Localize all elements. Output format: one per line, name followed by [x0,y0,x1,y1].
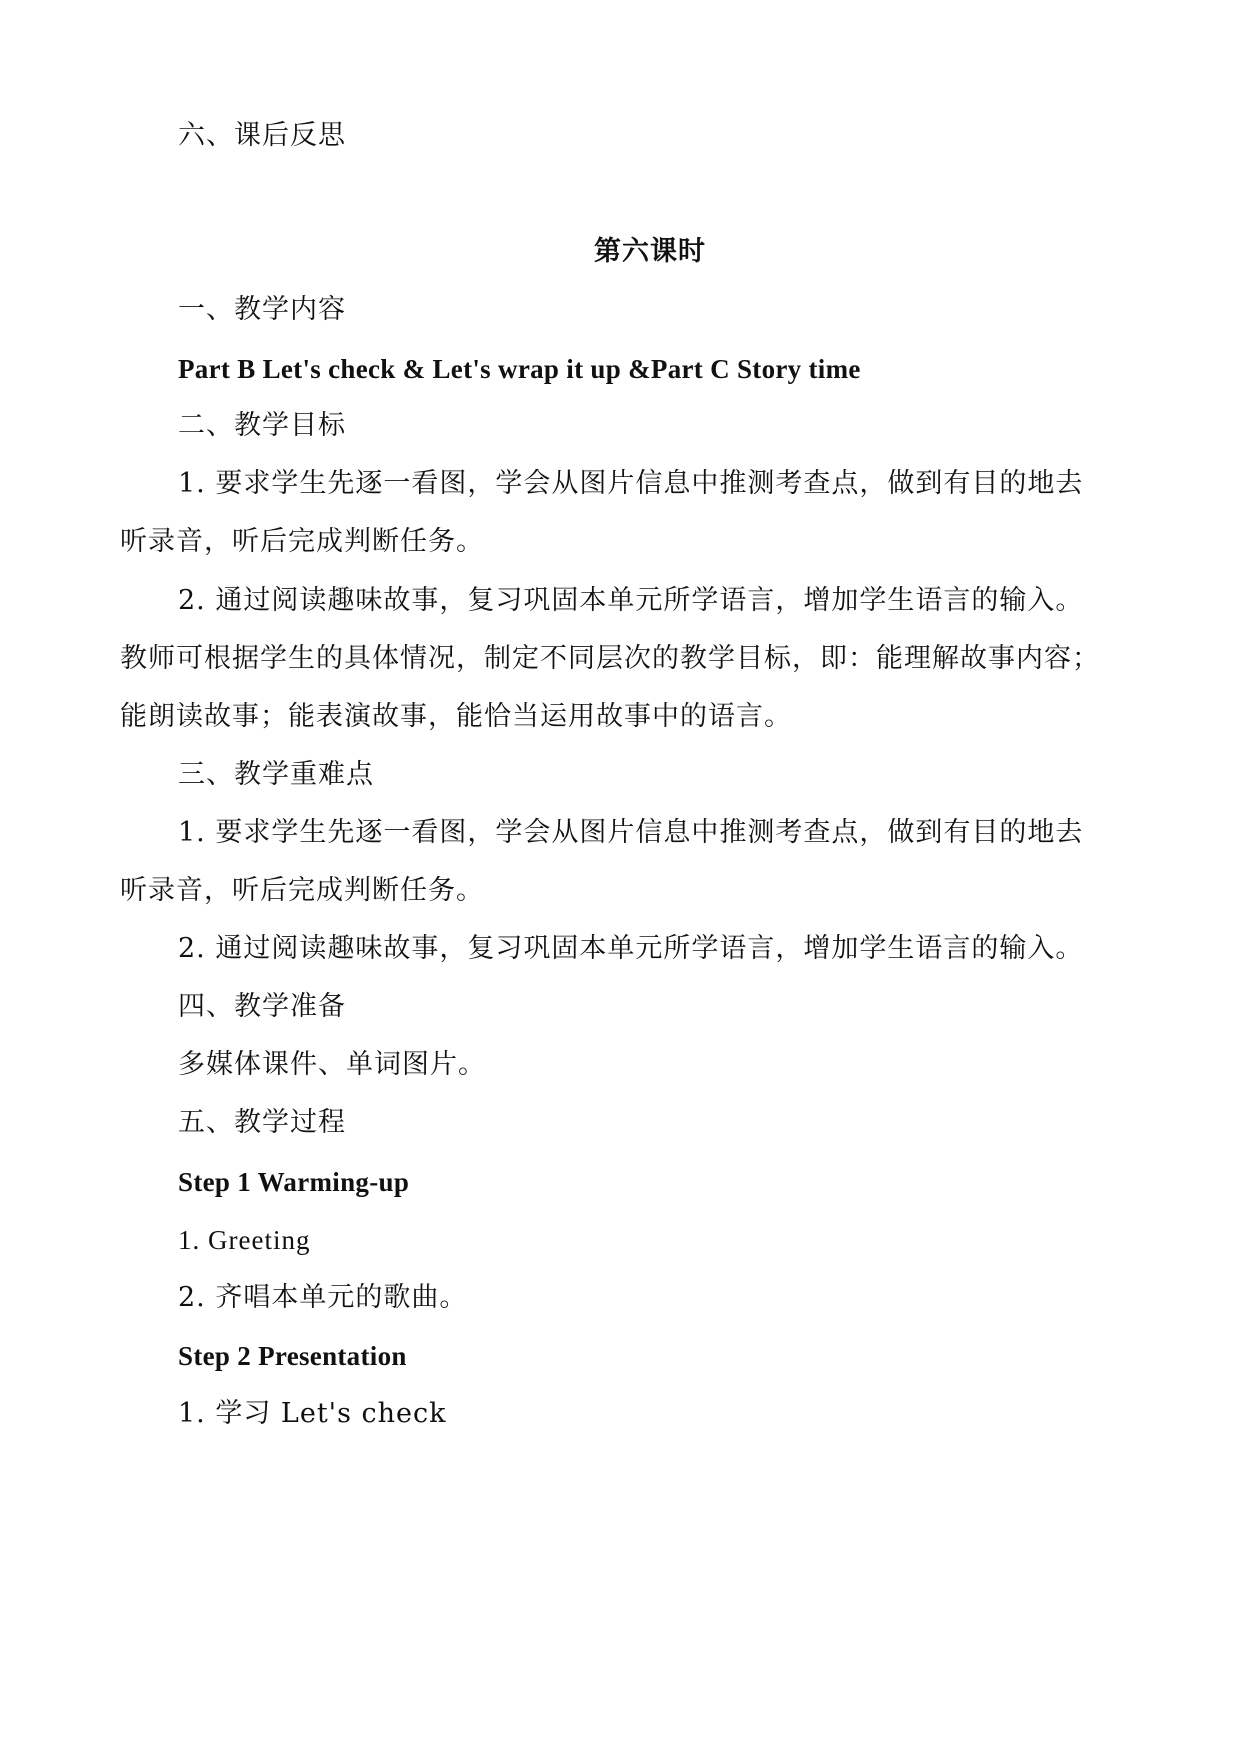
prep-text: 多媒体课件、单词图片。 [178,1049,486,1080]
prep-heading: 四、教学准备 [178,991,346,1022]
key-2-line-1: 2. 通过阅读趣味故事，复习巩固本单元所学语言，增加学生语言的输入。 [178,933,1084,964]
goal-2-line-2: 教师可根据学生的具体情况，制定不同层次的教学目标，即：能理解故事内容； [120,643,1100,674]
content-text: Part B Let's check & Let's wrap it up &Part C Story time [178,354,861,384]
content-heading: 一、教学内容 [178,294,346,325]
step-1-item-2: 2. 齐唱本单元的歌曲。 [178,1282,468,1313]
goal-2-line-1: 2. 通过阅读趣味故事，复习巩固本单元所学语言，增加学生语言的输入。 [178,585,1084,616]
process-heading: 五、教学过程 [178,1107,346,1138]
reflection-heading: 六、课后反思 [178,120,346,151]
goal-1-line-2: 听录音，听后完成判断任务。 [120,526,484,557]
key-1-line-2: 听录音，听后完成判断任务。 [120,875,484,906]
goal-1-line-1: 1. 要求学生先逐一看图，学会从图片信息中推测考查点，做到有目的地去 [178,468,1084,499]
keypoints-heading: 三、教学重难点 [178,759,374,790]
step-1-item-1: 1. Greeting [178,1225,311,1255]
step-1-heading: Step 1 Warming-up [178,1167,410,1197]
key-1-line-1: 1. 要求学生先逐一看图，学会从图片信息中推测考查点，做到有目的地去 [178,817,1084,848]
goals-heading: 二、教学目标 [178,410,346,441]
goal-2-line-3: 能朗读故事；能表演故事，能恰当运用故事中的语言。 [120,701,792,732]
lesson-title: 第六课时 [594,236,706,267]
step-2-heading: Step 2 Presentation [178,1341,407,1371]
step-2-item-1: 1. 学习 Let's check [178,1398,447,1429]
